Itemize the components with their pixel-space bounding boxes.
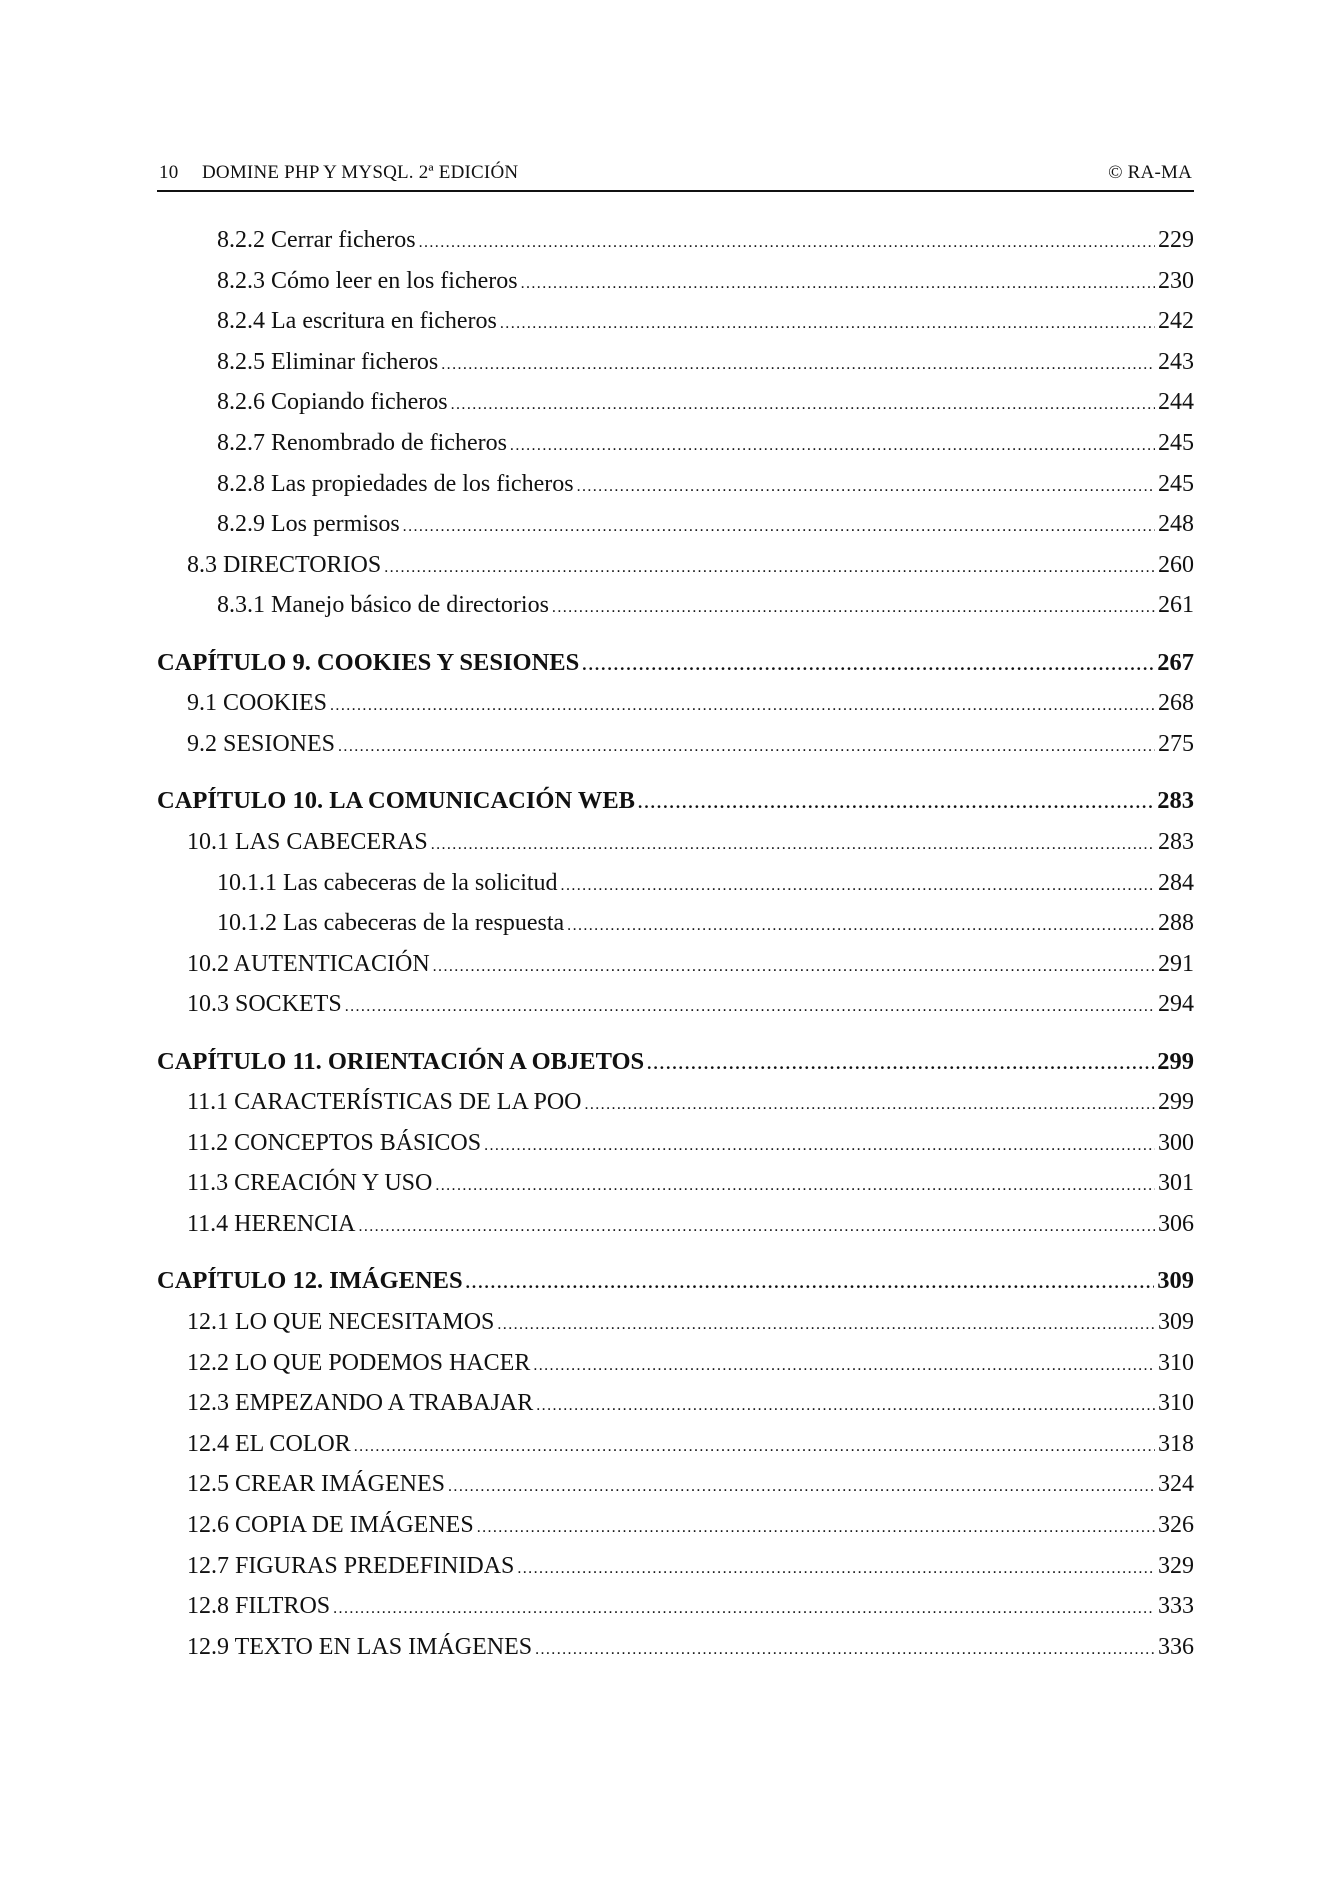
- dot-leader: [419, 223, 1155, 264]
- toc-entry: [157, 1424, 1194, 1465]
- toc-entry-page: 283: [1158, 828, 1194, 855]
- toc-chapter-entry: [157, 1042, 1194, 1083]
- toc-entry: [157, 1204, 1194, 1245]
- toc-entry-page: 326: [1158, 1512, 1194, 1538]
- toc-entry-title: CAPÍTULO 12. IMÁGENES: [157, 1267, 463, 1295]
- dot-leader: [435, 1166, 1155, 1207]
- toc-entry: [157, 1464, 1194, 1505]
- toc-entry-page: 318: [1158, 1430, 1194, 1457]
- toc-entry-title: 10.1.2 Las cabeceras de la respuesta: [217, 910, 565, 937]
- toc-entry: [157, 1383, 1194, 1424]
- toc-entry-title: 8.2.9 Los permisos: [217, 511, 400, 538]
- toc-entry-title: 10.1 LAS CABECERAS: [187, 828, 428, 855]
- dot-leader: [354, 1427, 1155, 1468]
- toc-entry-title: 10.2 AUTENTICACIÓN: [187, 950, 430, 977]
- toc-entry-page: 310: [1158, 1349, 1194, 1376]
- toc-entry-page: 245: [1158, 470, 1194, 497]
- toc-entry-page: 248: [1158, 511, 1194, 538]
- publisher-mark: © RA-MA: [1108, 162, 1192, 183]
- dot-leader: [533, 1346, 1155, 1387]
- toc-entry-page: 288: [1158, 910, 1194, 937]
- dot-leader: [647, 1044, 1154, 1085]
- toc-entry-title: CAPÍTULO 9. COOKIES Y SESIONES: [157, 648, 580, 676]
- toc-entry: [157, 1302, 1194, 1343]
- toc-entry: [157, 1123, 1194, 1164]
- toc-entry-page: 261: [1158, 592, 1194, 619]
- toc-entry: [157, 863, 1194, 904]
- toc-entry-page: 245: [1158, 429, 1194, 456]
- page-number: 10: [159, 162, 179, 183]
- dot-leader: [433, 947, 1155, 988]
- dot-leader: [584, 1085, 1155, 1126]
- toc-entry-title: 8.2.7 Renombrado de ficheros: [217, 429, 507, 456]
- toc-entry-title: 8.2.8 Las propiedades de los ficheros: [217, 470, 574, 497]
- dot-leader: [451, 385, 1155, 426]
- toc-entry-title: 12.9 TEXTO EN LAS IMÁGENES: [187, 1633, 533, 1660]
- toc-entry-page: 310: [1158, 1390, 1194, 1417]
- toc-entry-page: 324: [1158, 1471, 1194, 1498]
- dot-leader: [577, 467, 1155, 508]
- toc-entry-page: 291: [1158, 950, 1194, 977]
- toc-entry-title: CAPÍTULO 10. LA COMUNICACIÓN WEB: [157, 787, 636, 815]
- toc-entry: [157, 301, 1194, 342]
- toc-entry-page: 333: [1158, 1593, 1194, 1620]
- dot-leader: [500, 304, 1155, 345]
- toc-entry: [157, 545, 1194, 586]
- dot-leader: [431, 825, 1155, 866]
- dot-leader: [448, 1467, 1155, 1508]
- toc-entry-page: 275: [1158, 730, 1194, 757]
- toc-entry-title: 12.2 LO QUE PODEMOS HACER: [187, 1349, 531, 1376]
- dot-leader: [441, 345, 1155, 386]
- dot-leader: [552, 588, 1155, 629]
- dot-leader: [403, 507, 1155, 548]
- toc-entry: [157, 504, 1194, 545]
- toc-entry-page: 309: [1157, 1267, 1194, 1295]
- dot-leader: [345, 987, 1155, 1028]
- toc-entry-title: 12.8 FILTROS: [187, 1593, 331, 1620]
- toc-entry-title: 11.1 CARACTERÍSTICAS DE LA POO: [187, 1089, 582, 1116]
- dot-leader: [384, 548, 1155, 589]
- toc-entry-page: 243: [1158, 348, 1194, 375]
- toc-entry-title: 12.6 COPIA DE IMÁGENES: [187, 1512, 474, 1538]
- dot-leader: [638, 783, 1154, 824]
- toc-entry-page: 267: [1157, 648, 1194, 676]
- toc-entry-page: 299: [1158, 1089, 1194, 1116]
- toc-chapter-entry: [157, 1261, 1194, 1302]
- toc-entry-page: 329: [1158, 1552, 1194, 1579]
- dot-leader: [561, 866, 1155, 907]
- toc-entry-title: 10.1.1 Las cabeceras de la solicitud: [217, 869, 558, 896]
- dot-leader: [536, 1386, 1155, 1427]
- toc-entry-title: CAPÍTULO 11. ORIENTACIÓN A OBJETOS: [157, 1047, 645, 1075]
- toc-entry: [157, 1343, 1194, 1384]
- toc-entry: [157, 984, 1194, 1025]
- toc-entry-page: 300: [1158, 1129, 1194, 1156]
- toc-entry-title: 12.1 LO QUE NECESITAMOS: [187, 1309, 495, 1336]
- toc-entry-title: 8.2.2 Cerrar ficheros: [217, 227, 416, 253]
- dot-leader: [582, 645, 1154, 686]
- toc-entry-title: 8.2.6 Copiando ficheros: [217, 389, 448, 416]
- toc-chapter-entry: [157, 643, 1194, 684]
- toc-entry: [157, 822, 1194, 863]
- toc-entry: [157, 903, 1194, 944]
- toc-entry-title: 12.4 EL COLOR: [187, 1430, 351, 1457]
- toc-chapter-entry: [157, 781, 1194, 822]
- toc-entry: [157, 382, 1194, 423]
- table-of-contents: [157, 220, 1194, 1667]
- dot-leader: [484, 1126, 1155, 1167]
- toc-entry-title: 11.4 HERENCIA: [187, 1211, 356, 1238]
- toc-entry: [157, 220, 1194, 261]
- toc-entry-title: 12.3 EMPEZANDO A TRABAJAR: [187, 1390, 534, 1417]
- toc-entry-page: 268: [1158, 690, 1194, 717]
- toc-entry: [157, 683, 1194, 724]
- toc-entry-page: 306: [1158, 1211, 1194, 1238]
- toc-entry-title: 11.3 CREACIÓN Y USO: [187, 1170, 433, 1197]
- toc-entry-title: 12.7 FIGURAS PREDEFINIDAS: [187, 1552, 515, 1579]
- toc-entry-page: 260: [1158, 551, 1194, 578]
- toc-entry-title: 8.3 DIRECTORIOS: [187, 551, 382, 578]
- toc-entry-page: 230: [1158, 267, 1194, 294]
- toc-entry-title: 8.2.4 La escritura en ficheros: [217, 308, 497, 335]
- toc-entry: [157, 423, 1194, 464]
- toc-entry: [157, 1627, 1194, 1668]
- dot-leader: [567, 906, 1155, 947]
- toc-entry-page: 301: [1158, 1170, 1194, 1197]
- toc-entry: [157, 944, 1194, 985]
- toc-entry-title: 9.1 COOKIES: [187, 690, 328, 717]
- toc-entry-page: 242: [1158, 308, 1194, 335]
- dot-leader: [517, 1549, 1155, 1590]
- dot-leader: [333, 1589, 1155, 1630]
- toc-entry: [157, 585, 1194, 626]
- dot-leader: [535, 1630, 1155, 1671]
- toc-entry: [157, 1163, 1194, 1204]
- dot-leader: [330, 686, 1155, 727]
- dot-leader: [466, 1263, 1155, 1304]
- toc-entry-title: 11.2 CONCEPTOS BÁSICOS: [187, 1129, 482, 1156]
- book-title: DOMINE PHP Y MYSQL. 2ª EDICIÓN: [202, 162, 519, 183]
- toc-entry-title: 12.5 CREAR IMÁGENES: [187, 1471, 446, 1498]
- dot-leader: [477, 1508, 1155, 1549]
- toc-entry-title: 10.3 SOCKETS: [187, 991, 342, 1018]
- toc-entry-page: 309: [1158, 1309, 1194, 1336]
- toc-entry: [157, 1082, 1194, 1123]
- toc-entry-page: 294: [1158, 991, 1194, 1018]
- toc-entry-title: 8.3.1 Manejo básico de directorios: [217, 592, 549, 619]
- toc-entry: [157, 724, 1194, 765]
- dot-leader: [358, 1207, 1155, 1248]
- toc-entry: [157, 342, 1194, 383]
- dot-leader: [338, 727, 1155, 768]
- toc-entry: [157, 261, 1194, 302]
- toc-entry: [157, 464, 1194, 505]
- toc-entry-page: 284: [1158, 869, 1194, 896]
- toc-entry-title: 8.2.5 Eliminar ficheros: [217, 348, 439, 375]
- dot-leader: [497, 1305, 1155, 1346]
- toc-entry-page: 244: [1158, 389, 1194, 416]
- dot-leader: [521, 264, 1155, 305]
- toc-entry-page: 336: [1158, 1633, 1194, 1660]
- toc-entry-title: 8.2.3 Cómo leer en los ficheros: [217, 267, 518, 294]
- running-header: [157, 158, 1194, 192]
- toc-entry: [157, 1505, 1194, 1546]
- toc-entry: [157, 1586, 1194, 1627]
- dot-leader: [510, 426, 1155, 467]
- toc-entry-page: 229: [1158, 227, 1194, 253]
- toc-entry-page: 283: [1157, 787, 1194, 815]
- toc-entry-page: 299: [1157, 1047, 1194, 1075]
- toc-entry: [157, 1546, 1194, 1587]
- toc-entry-title: 9.2 SESIONES: [187, 730, 336, 757]
